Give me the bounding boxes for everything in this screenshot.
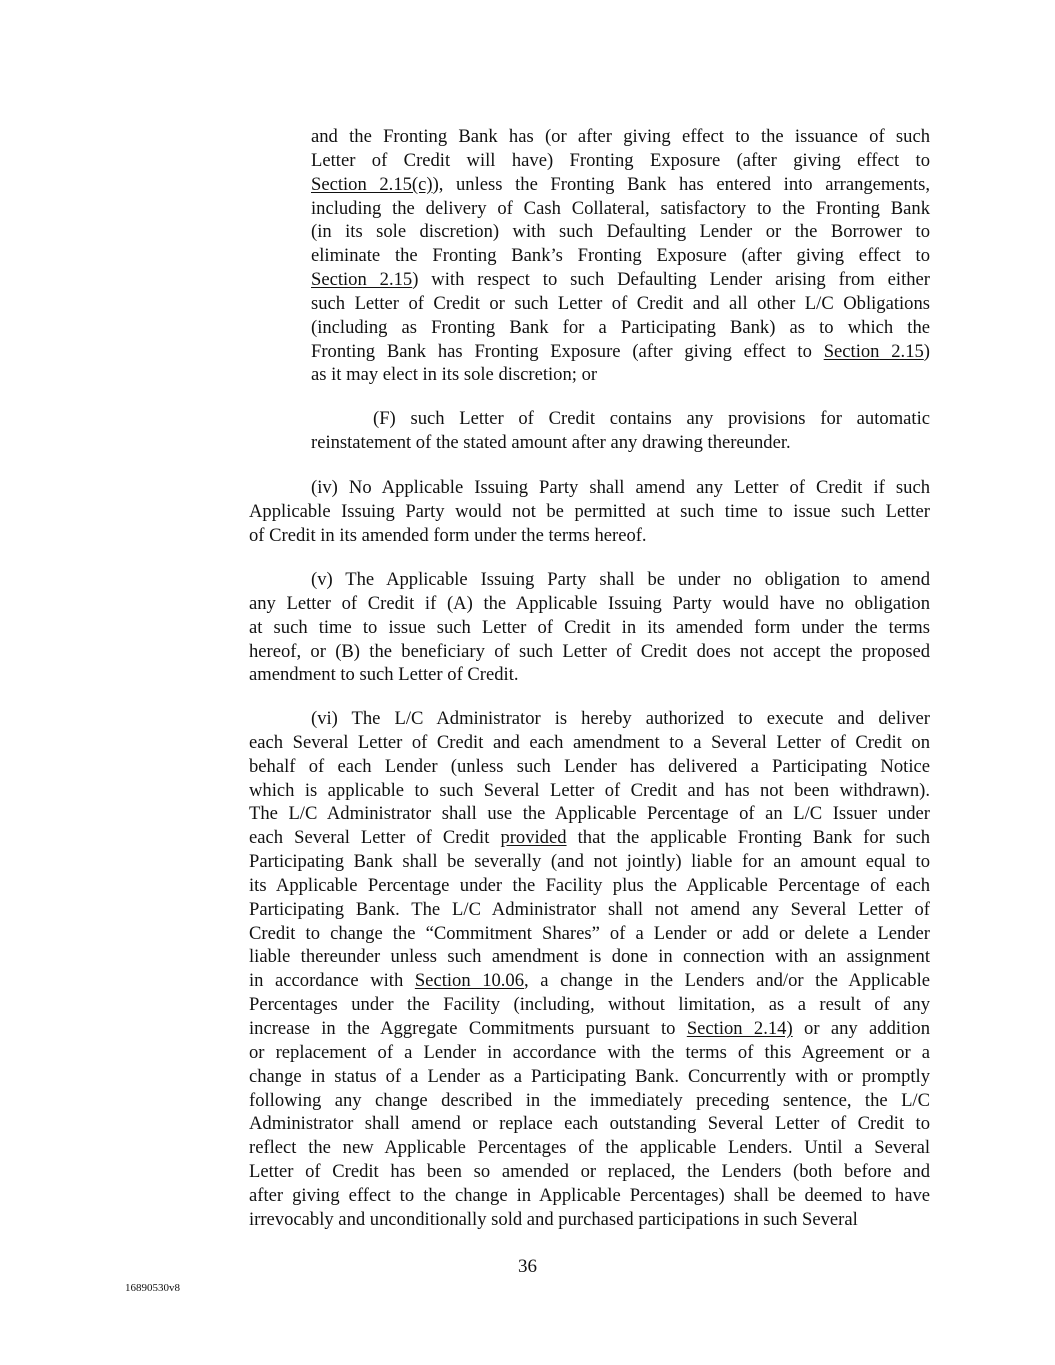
section-reference: Section 2.15 bbox=[823, 340, 924, 362]
text-line bbox=[311, 268, 930, 292]
text-line: and the Fronting Bank has (or after giving effect to the issuance of such bbox=[311, 126, 930, 147]
text-line: Applicable Issuing Party would not be permitted at such time to issue such Letter bbox=[249, 500, 930, 522]
section-reference: Section 2.15(c) bbox=[311, 173, 433, 195]
text-line: eliminate the Fronting Bank’s Fronting Exposure (after giving effect to bbox=[311, 245, 930, 267]
text-line: such Letter of Credit or such Letter of Credit and all other L/C Obligations bbox=[311, 292, 930, 314]
text-line: of Credit in its amended form under the terms hereof. bbox=[249, 524, 647, 546]
text-line bbox=[311, 340, 930, 364]
text-fragment: , a change in the Lenders and/or the Applicable bbox=[524, 970, 930, 992]
document-id: 16890530v8 bbox=[125, 1282, 180, 1294]
text-line: Percentages under the Facility (including, without limitation, as a result of any bbox=[249, 994, 930, 1016]
text-line: which is applicable to such Several Letter of Credit and has not been withdrawn). bbox=[249, 779, 930, 801]
text-line: (v) The Applicable Issuing Party shall be under no obligation to amend bbox=[311, 569, 930, 590]
text-fragment: in accordance with bbox=[249, 970, 415, 992]
text-line: hereof, or (B) the beneficiary of such Letter of Credit does not accept the proposed bbox=[249, 640, 930, 662]
text-line: (in its sole discretion) with such Defaulting Lender or the Borrower to bbox=[311, 221, 930, 243]
text-fragment: ) with respect to such Defaulting Lender arising from either bbox=[412, 269, 930, 291]
text-fragment: each Several Letter of Credit bbox=[249, 827, 501, 849]
text-line: (vi) The L/C Administrator is hereby authorized to execute and deliver bbox=[311, 708, 930, 729]
page-number: 36 bbox=[518, 1256, 537, 1277]
text-line bbox=[249, 969, 930, 993]
text-line: Credit to change the “Commitment Shares” of a Lender or add or delete a Lender bbox=[249, 922, 930, 944]
text-line: at such time to issue such Letter of Credit in its amended form under the terms bbox=[249, 616, 930, 638]
text-line: irrevocably and unconditionally sold and purchased participations in such Several bbox=[249, 1208, 858, 1230]
section-reference: provided bbox=[500, 827, 567, 849]
paragraph-clause-f bbox=[311, 407, 930, 455]
text-line: behalf of each Lender (unless such Lender has delivered a Participating Notice bbox=[249, 755, 930, 777]
text-line: each Several Letter of Credit and each amendment to a Several Letter of Credit on bbox=[249, 731, 930, 753]
text-line: (iv) No Applicable Issuing Party shall amend any Letter of Credit if such bbox=[311, 477, 930, 498]
text-fragment: that the applicable Fronting Bank for such bbox=[566, 827, 930, 849]
paragraph-fronting-exposure bbox=[311, 125, 930, 387]
text-fragment: ) bbox=[923, 340, 930, 362]
text-line: reflect the new Applicable Percentages of the applicable Lenders. Until a Several bbox=[249, 1137, 930, 1159]
paragraph-clause-v bbox=[249, 568, 930, 687]
text-line: after giving effect to the change in Applicable Percentages) shall be deemed to have bbox=[249, 1184, 930, 1206]
text-fragment: ), unless the Fronting Bank has entered into arrangements, bbox=[432, 173, 930, 195]
text-line: The L/C Administrator shall use the Applicable Percentage of an L/C Issuer under bbox=[249, 803, 930, 825]
section-reference: Section 2.15 bbox=[311, 269, 413, 291]
text-fragment: or any addition bbox=[792, 1017, 930, 1039]
text-fragment: Fronting Bank has Fronting Exposure (after giving effect to bbox=[311, 340, 824, 362]
paragraph-clause-vi bbox=[249, 707, 930, 1232]
text-line: any Letter of Credit if (A) the Applicable Issuing Party would have no obligation bbox=[249, 592, 930, 614]
text-line: (F) such Letter of Credit contains any provisions for automatic bbox=[373, 408, 930, 429]
text-line: liable thereunder unless such amendment is done in connection with an assignment bbox=[249, 946, 930, 968]
text-line bbox=[311, 173, 930, 197]
text-line bbox=[249, 1017, 930, 1041]
text-fragment: increase in the Aggregate Commitments pursuant to bbox=[249, 1017, 687, 1039]
section-reference: Section 10.06 bbox=[414, 970, 525, 992]
paragraph-clause-iv bbox=[249, 476, 930, 548]
text-line bbox=[249, 826, 930, 850]
text-line: following any change described in the immediately preceding sentence, the L/C bbox=[249, 1089, 930, 1111]
text-line: Administrator shall amend or replace each outstanding Several Letter of Credit to bbox=[249, 1113, 930, 1135]
text-line: Letter of Credit will have) Fronting Exposure (after giving effect to bbox=[311, 149, 930, 171]
text-line: Letter of Credit has been so amended or replaced, the Lenders (both before and bbox=[249, 1161, 930, 1183]
text-line: change in status of a Lender as a Participating Bank. Concurrently with or promptly bbox=[249, 1065, 930, 1087]
text-line: including the delivery of Cash Collateral, satisfactory to the Fronting Bank bbox=[311, 197, 930, 219]
text-line: as it may elect in its sole discretion; or bbox=[311, 364, 598, 386]
text-line: Participating Bank shall be severally (and not jointly) liable for an amount equal to bbox=[249, 851, 930, 873]
text-line: reinstatement of the stated amount after any drawing thereunder. bbox=[311, 431, 791, 453]
text-line: (including as Fronting Bank for a Participating Bank) as to which the bbox=[311, 316, 930, 338]
text-line: Participating Bank. The L/C Administrator shall not amend any Several Letter of bbox=[249, 898, 930, 920]
text-line: its Applicable Percentage under the Facility plus the Applicable Percentage of each bbox=[249, 874, 930, 896]
text-line: or replacement of a Lender in accordance with the terms of this Agreement or a bbox=[249, 1041, 930, 1063]
text-line: amendment to such Letter of Credit. bbox=[249, 664, 519, 686]
section-reference: Section 2.14) bbox=[686, 1017, 793, 1039]
